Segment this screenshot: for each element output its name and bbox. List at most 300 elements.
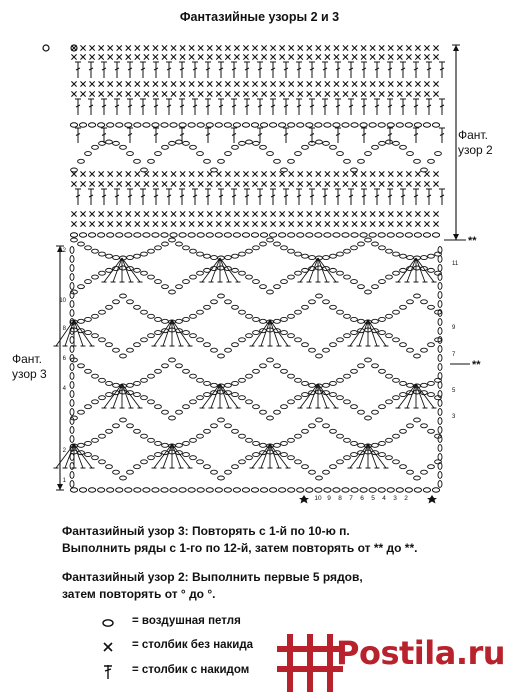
chain-stitch-icon [141, 396, 148, 400]
pattern2-label-line2: узор 2 [458, 143, 493, 157]
chain-stitch-icon [70, 427, 74, 434]
chain-stitch-icon [281, 280, 288, 284]
chain-stitch-icon [365, 238, 372, 242]
single-crochet-icon [180, 171, 185, 176]
chain-stitch-icon [438, 400, 442, 407]
double-crochet-icon [322, 62, 328, 78]
chain-stitch-icon [225, 256, 232, 260]
double-crochet-icon [88, 62, 94, 78]
chain-stitch-icon [438, 364, 442, 371]
chain-stitch-icon [428, 268, 435, 272]
chain-stitch-icon [302, 393, 309, 397]
chain-stitch-icon [155, 246, 162, 250]
chain-stitch-icon [351, 488, 358, 492]
pattern2-label [458, 128, 493, 158]
single-crochet-icon [144, 221, 149, 226]
single-crochet-icon [289, 81, 294, 86]
single-crochet-icon [397, 221, 402, 226]
chain-stitch-icon [351, 405, 358, 409]
single-crochet-icon [289, 221, 294, 226]
chain-stitch-icon [148, 159, 155, 163]
chain-stitch-icon [279, 233, 286, 237]
chain-stitch-icon [288, 456, 295, 460]
single-crochet-icon [343, 54, 348, 59]
chain-stitch-icon [190, 400, 197, 404]
chain-stitch-icon [253, 405, 260, 409]
single-crochet-icon [271, 54, 276, 59]
chain-stitch-icon [98, 123, 105, 127]
chain-stitch-icon [190, 438, 197, 442]
single-crochet-icon [162, 221, 167, 226]
chain-stitch-icon [107, 488, 114, 492]
chain-stitch-icon [438, 355, 442, 362]
chain-stitch-icon [428, 381, 435, 385]
single-crochet-icon [280, 181, 285, 186]
chain-stitch-icon [400, 268, 407, 272]
chain-stitch-icon [421, 348, 428, 352]
chain-stitch-icon [225, 383, 232, 387]
chain-stitch-icon [70, 283, 74, 290]
chain-stitch-icon [351, 453, 358, 457]
chain-stitch-icon [274, 364, 281, 368]
single-crochet-icon [352, 91, 357, 96]
chain-stitch-icon [197, 233, 204, 237]
single-crochet-icon [108, 91, 113, 96]
chain-stitch-icon [141, 310, 148, 314]
single-crochet-icon [171, 45, 176, 50]
single-crochet-icon [298, 45, 303, 50]
single-crochet-icon [126, 45, 131, 50]
chain-stitch-icon [152, 233, 159, 237]
chain-stitch-icon [365, 416, 372, 420]
double-crochet-icon [244, 62, 250, 78]
single-crochet-icon [144, 81, 149, 86]
single-crochet-icon [117, 221, 122, 226]
chain-stitch-icon [239, 396, 246, 400]
chain-stitch-icon [169, 141, 176, 145]
chain-stitch-icon [204, 159, 211, 163]
single-crochet-icon [80, 91, 85, 96]
chain-stitch-icon [92, 334, 99, 338]
chain-stitch-icon [274, 410, 281, 414]
chain-stitch-icon [190, 275, 197, 279]
chain-stitch-icon [297, 123, 304, 127]
chain-stitch-icon [162, 443, 169, 447]
single-crochet-icon [153, 45, 158, 50]
chain-stitch-icon [330, 268, 337, 272]
chain-stitch-icon [152, 123, 159, 127]
single-crochet-icon [189, 181, 194, 186]
instruction-pattern3-line2: Выполнить ряды с 1-го по 12-й, затем повторять от ** до **. [62, 541, 418, 555]
single-crochet-icon [234, 181, 239, 186]
chain-stitch-icon [274, 285, 281, 289]
chain-stitch-icon [337, 378, 344, 382]
single-crochet-icon [388, 81, 393, 86]
single-crochet-icon [271, 91, 276, 96]
chain-stitch-icon [288, 334, 295, 338]
single-crochet-icon [388, 91, 393, 96]
chain-stitch-icon [155, 317, 162, 321]
single-crochet-icon [415, 81, 420, 86]
single-crochet-icon [298, 54, 303, 59]
double-crochet-icon [270, 99, 276, 115]
chain-stitch-icon [197, 152, 204, 156]
single-crochet-icon [80, 221, 85, 226]
double-crochet-icon [283, 189, 289, 205]
chain-stitch-icon [70, 409, 74, 416]
chain-stitch-icon [113, 348, 120, 352]
single-crochet-icon [352, 181, 357, 186]
single-crochet-icon [325, 45, 330, 50]
single-crochet-icon [261, 211, 266, 216]
double-crochet-icon [374, 62, 380, 78]
pattern3-label [12, 352, 47, 382]
double-crochet-icon [426, 189, 432, 205]
chain-stitch-icon [337, 396, 344, 400]
chain-stitch-icon [386, 140, 393, 144]
single-crochet-icon [361, 181, 366, 186]
chain-stitch-icon [393, 141, 400, 145]
chain-stitch-icon [106, 393, 113, 397]
chain-stitch-icon [438, 292, 442, 299]
chain-stitch-icon [323, 256, 330, 260]
chain-stitch-icon [253, 317, 260, 321]
single-crochet-icon [298, 211, 303, 216]
chain-stitch-icon [233, 123, 240, 127]
chain-stitch-icon [306, 233, 313, 237]
single-crochet-icon [180, 221, 185, 226]
single-crochet-icon [198, 171, 203, 176]
row-number-label: 9 [452, 325, 456, 331]
single-crochet-icon [90, 171, 95, 176]
chain-stitch-icon [251, 233, 258, 237]
chain-stitch-icon [407, 256, 414, 260]
chain-stitch-icon [225, 424, 232, 428]
single-crochet-icon [307, 91, 312, 96]
single-crochet-icon [135, 45, 140, 50]
chain-stitch-icon [369, 233, 376, 237]
chain-stitch-icon [106, 254, 113, 258]
chain-stitch-icon [134, 429, 141, 433]
double-crochet-icon [361, 62, 367, 78]
chain-stitch-icon [204, 381, 211, 385]
single-crochet-icon [261, 91, 266, 96]
single-crochet-icon [180, 181, 185, 186]
chain-stitch-icon [246, 140, 253, 144]
single-crochet-icon [180, 54, 185, 59]
chain-stitch-icon [224, 123, 231, 127]
chain-stitch-icon [386, 275, 393, 279]
chain-stitch-icon [309, 256, 316, 260]
chain-stitch-icon [438, 418, 442, 425]
single-crochet-icon [370, 45, 375, 50]
chain-stitch-icon [344, 275, 351, 279]
chain-stitch-icon [438, 472, 442, 479]
single-crochet-icon [280, 81, 285, 86]
single-crochet-icon [234, 221, 239, 226]
chain-stitch-icon [324, 233, 331, 237]
chain-stitch-icon [316, 418, 323, 422]
single-crochet-icon [280, 45, 285, 50]
chain-stitch-icon [288, 249, 295, 253]
chain-stitch-icon [232, 465, 239, 469]
single-crochet-icon [379, 181, 384, 186]
chain-stitch-icon [242, 488, 249, 492]
single-crochet-icon [225, 211, 230, 216]
single-crochet-icon [80, 81, 85, 86]
double-crochet-icon [88, 189, 94, 205]
chain-stitch-icon [70, 454, 74, 461]
chain-stitch-icon [176, 443, 183, 447]
double-crochet-icon [192, 62, 198, 78]
chain-stitch-icon [378, 233, 385, 237]
chain-stitch-icon [98, 488, 105, 492]
chain-stitch-icon [70, 436, 74, 443]
single-crochet-icon [80, 181, 85, 186]
single-crochet-icon [207, 45, 212, 50]
chain-stitch-icon [239, 378, 246, 382]
instruction-pattern3-line1: Фантазийный узор 3: Повторять с 1-й по 10-ю п. [62, 524, 350, 538]
chain-stitch-icon [239, 338, 246, 342]
chain-stitch-icon [70, 256, 74, 263]
chain-stitch-icon [116, 488, 123, 492]
single-crochet-icon [298, 171, 303, 176]
chain-stitch-icon [337, 252, 344, 256]
pattern3-label-line2: узор 3 [12, 367, 47, 381]
single-crochet-icon [325, 221, 330, 226]
single-crochet-icon [433, 171, 438, 176]
chain-stitch-icon [170, 123, 177, 127]
chain-stitch-icon [378, 123, 385, 127]
chain-stitch-icon [125, 123, 132, 127]
chain-stitch-icon [242, 123, 249, 127]
single-crochet-icon [162, 211, 167, 216]
chain-stitch-icon [98, 233, 105, 237]
chain-stitch-icon [337, 271, 344, 275]
chain-stitch-icon [267, 290, 274, 294]
chain-stitch-icon [70, 488, 77, 492]
single-crochet-icon [216, 211, 221, 216]
chain-stitch-icon [99, 338, 106, 342]
chain-stitch-icon [148, 456, 155, 460]
chain-stitch-icon [386, 456, 393, 460]
chain-stitch-icon [134, 343, 141, 347]
single-crochet-icon [307, 171, 312, 176]
chain-stitch-icon [428, 159, 435, 163]
legend-double-crochet-text: = столбик с накидом [132, 664, 250, 676]
chain-stitch-icon [316, 476, 323, 480]
row-number-label: 4 [62, 386, 66, 392]
chain-stitch-icon [414, 294, 421, 298]
chain-stitch-icon [344, 438, 351, 442]
double-crochet-icon [309, 99, 315, 115]
single-crochet-icon [397, 91, 402, 96]
chain-stitch-icon [232, 268, 239, 272]
chain-stitch-icon [288, 400, 295, 404]
chain-stitch-icon [281, 317, 288, 321]
chain-stitch-icon [113, 470, 120, 474]
chain-stitch-icon [365, 358, 372, 362]
chain-stitch-icon [279, 488, 286, 492]
double-crochet-icon [231, 62, 237, 78]
chain-stitch-icon [183, 453, 190, 457]
double-crochet-icon [101, 99, 107, 115]
chain-stitch-icon [324, 488, 331, 492]
chain-stitch-icon [393, 378, 400, 382]
chain-stitch-icon [197, 378, 204, 382]
double-crochet-icon [75, 62, 81, 78]
chain-stitch-icon [281, 441, 288, 445]
single-crochet-icon [406, 54, 411, 59]
chain-stitch-icon [211, 424, 218, 428]
single-crochet-icon [135, 91, 140, 96]
pattern3-label-line1: Фант. [12, 352, 42, 366]
single-crochet-icon [198, 45, 203, 50]
single-crochet-icon [433, 221, 438, 226]
chain-stitch-icon [365, 152, 372, 156]
double-crochet-icon [114, 99, 120, 115]
double-crochet-icon [270, 62, 276, 78]
double-crochet-icon [309, 189, 315, 205]
chain-stitch-icon [211, 348, 218, 352]
chain-stitch-icon [176, 285, 183, 289]
single-crochet-icon [99, 81, 104, 86]
chain-stitch-icon [297, 488, 304, 492]
double-crochet-icon [250, 444, 271, 468]
chain-stitch-icon [260, 319, 267, 323]
single-crochet-icon [117, 181, 122, 186]
single-crochet-icon [153, 221, 158, 226]
single-crochet-icon [343, 221, 348, 226]
chain-stitch-icon [113, 424, 120, 428]
double-crochet-icon [218, 62, 224, 78]
single-crochet-icon [361, 45, 366, 50]
chain-stitch-icon [330, 145, 337, 149]
chain-stitch-icon [396, 233, 403, 237]
chain-stitch-icon [372, 443, 379, 447]
chain-stitch-icon [351, 369, 358, 373]
chain-stitch-icon [218, 159, 225, 163]
star-marker-icon [427, 495, 437, 504]
chain-stitch-icon [143, 488, 150, 492]
chain-stitch-icon [333, 123, 340, 127]
single-crochet-icon [198, 54, 203, 59]
chain-stitch-icon [386, 314, 393, 318]
double-crochet-icon [270, 189, 276, 205]
chain-stitch-icon [386, 334, 393, 338]
chain-stitch-icon [92, 374, 99, 378]
chain-stitch-icon [281, 453, 288, 457]
chain-stitch-icon [379, 246, 386, 250]
chain-stitch-icon [183, 369, 190, 373]
chain-stitch-icon [351, 233, 358, 237]
chain-stitch-icon [113, 383, 120, 387]
chain-stitch-icon [85, 441, 92, 445]
single-crochet-icon [280, 221, 285, 226]
chain-stitch-icon [148, 400, 155, 404]
double-crochet-icon [231, 99, 237, 115]
single-crochet-icon [207, 211, 212, 216]
chain-stitch-icon [253, 280, 260, 284]
chain-stitch-icon [260, 364, 267, 368]
single-crochet-icon [307, 221, 312, 226]
instruction-pattern2-line1: Фантазийный узор 2: Выполнить первые 5 рядов, [62, 570, 363, 584]
single-crochet-icon [225, 181, 230, 186]
chain-stitch-icon [85, 280, 92, 284]
chain-stitch-icon [134, 393, 141, 397]
single-crochet-icon [234, 171, 239, 176]
chain-stitch-icon [224, 488, 231, 492]
chain-stitch-icon [70, 274, 74, 281]
double-crochet-icon [153, 189, 159, 205]
chain-stitch-icon [344, 314, 351, 318]
double-crochet-icon [63, 320, 75, 346]
double-crochet-icon [140, 99, 146, 115]
chain-stitch-icon [274, 242, 281, 246]
single-crochet-icon [261, 171, 266, 176]
single-crochet-icon [99, 211, 104, 216]
chain-stitch-icon [183, 331, 190, 335]
double-crochet-icon [179, 99, 185, 115]
chain-stitch-icon [302, 465, 309, 469]
single-crochet-icon [207, 181, 212, 186]
chain-stitch-icon [197, 434, 204, 438]
chain-stitch-icon [337, 434, 344, 438]
chain-stitch-icon [379, 331, 386, 335]
single-crochet-icon [117, 81, 122, 86]
chain-stitch-icon [423, 123, 430, 127]
chain-stitch-icon [70, 481, 74, 488]
chain-stitch-icon [342, 488, 349, 492]
chain-stitch-icon [330, 393, 337, 397]
chain-stitch-icon [148, 249, 155, 253]
single-crochet-icon [162, 81, 167, 86]
chain-stitch-icon [71, 238, 78, 242]
chain-stitch-icon [188, 488, 195, 492]
pattern2-label-line1: Фант. [458, 128, 488, 142]
chain-stitch-icon [127, 152, 134, 156]
single-crochet-icon [289, 54, 294, 59]
chain-stitch-icon [379, 453, 386, 457]
double-crochet-icon [75, 128, 81, 143]
chain-stitch-icon [127, 424, 134, 428]
chain-stitch-icon [106, 343, 113, 347]
single-crochet-icon [243, 221, 248, 226]
single-crochet-icon [370, 171, 375, 176]
single-crochet-icon [424, 45, 429, 50]
chain-stitch-icon [400, 254, 407, 258]
chain-stitch-icon [279, 123, 286, 127]
chain-stitch-icon [337, 460, 344, 464]
single-crochet-icon [289, 91, 294, 96]
single-crochet-icon [90, 221, 95, 226]
chain-stitch-icon [127, 470, 134, 474]
chain-stitch-icon [414, 354, 421, 358]
chain-stitch-icon [148, 438, 155, 442]
chain-stitch-icon [206, 123, 213, 127]
single-crochet-icon [334, 211, 339, 216]
chain-stitch-icon [225, 152, 232, 156]
chain-stitch-icon [342, 123, 349, 127]
single-crochet-icon [189, 221, 194, 226]
single-crochet-icon [99, 221, 104, 226]
chain-stitch-icon [239, 252, 246, 256]
chain-stitch-icon [106, 305, 113, 309]
single-crochet-icon [198, 81, 203, 86]
single-crochet-icon [334, 221, 339, 226]
stitch-number-label: 5 [371, 495, 375, 502]
single-crochet-icon [243, 91, 248, 96]
